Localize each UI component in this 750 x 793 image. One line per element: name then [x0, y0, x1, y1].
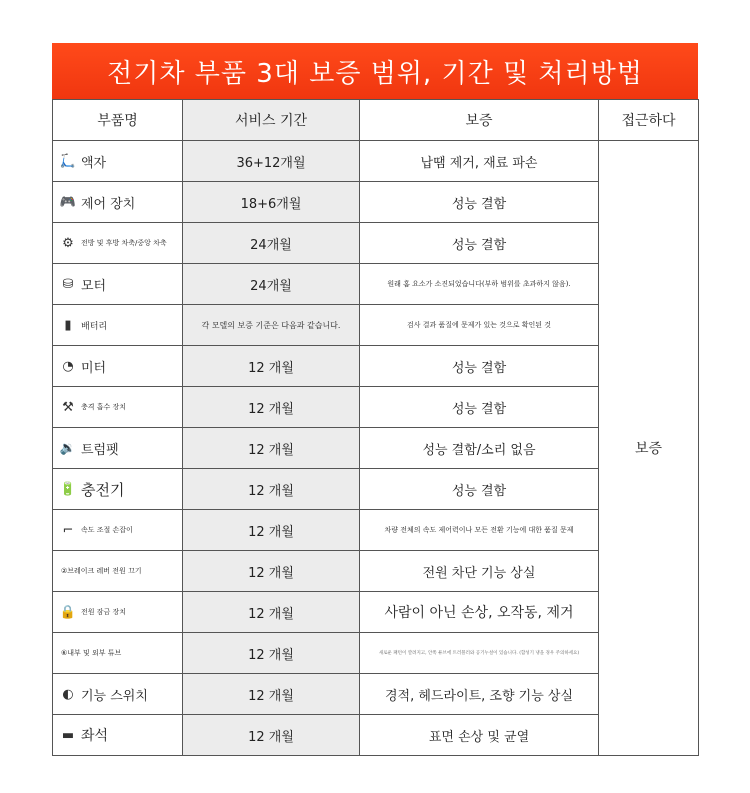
header-part-name: 부품명 — [53, 100, 183, 141]
access-cell: 보증 — [599, 141, 699, 756]
horn-icon: 🔉 — [59, 440, 77, 456]
part-name: ⑥내부 및 외부 튜브 — [61, 649, 122, 657]
warranty-cell: 표면 손상 및 균열 — [360, 715, 599, 756]
part-name: 전방 및 후방 차축/중앙 차축 — [81, 239, 167, 247]
table-row — [53, 141, 699, 182]
part-name: 미터 — [81, 360, 107, 376]
period-cell: 12 개월 — [183, 469, 360, 510]
part-name: 액자 — [81, 155, 107, 171]
controller-icon: 🎮 — [59, 194, 77, 210]
warranty-table-container — [52, 43, 698, 756]
warranty-cell: 새로운 패턴이 깔려지고, 안쪽 튜브에 트러블러와 공기누설이 있습니다. (합성기 냉을 경우 주의하세요) — [360, 633, 599, 674]
page-title: 전기차 부품 3대 보증 범위, 기간 및 처리방법 — [52, 43, 698, 99]
warranty-cell: 성능 결함 — [360, 223, 599, 264]
warranty-cell: 성능 결함 — [360, 182, 599, 223]
part-name: 제어 장치 — [81, 196, 136, 212]
part-name-cell — [53, 193, 182, 212]
part-name-cell — [53, 523, 182, 537]
part-name-cell — [53, 439, 182, 458]
part-name-cell — [53, 605, 182, 619]
charger-icon: 🔋 — [59, 481, 77, 497]
axle-icon: ⚙ — [62, 236, 74, 250]
warranty-table — [52, 99, 699, 756]
motor-icon: ⛁ — [62, 276, 74, 292]
part-name: ②브레이크 레버 전원 끄기 — [61, 567, 142, 575]
warranty-cell: 성능 결함 — [360, 469, 599, 510]
period-cell: 12 개월 — [183, 674, 360, 715]
part-name-cell — [53, 725, 182, 745]
lock-icon: 🔒 — [59, 605, 77, 619]
header-access: 접근하다 — [599, 100, 699, 141]
header-service-period: 서비스 기간 — [183, 100, 360, 141]
warranty-cell: 차량 전체의 속도 제어력이나 모든 전환 기능에 대한 품질 문제 — [360, 510, 599, 551]
period-cell: 12 개월 — [183, 428, 360, 469]
battery-icon: ▮ — [64, 318, 72, 332]
warranty-cell: 경적, 헤드라이트, 조향 기능 상실 — [360, 674, 599, 715]
period-cell: 12 개월 — [183, 715, 360, 756]
period-cell: 12 개월 — [183, 633, 360, 674]
period-cell: 12 개월 — [183, 346, 360, 387]
part-name-cell — [53, 566, 182, 576]
period-cell: 12 개월 — [183, 387, 360, 428]
part-name-cell — [53, 236, 182, 250]
warranty-cell: 성능 결함 — [360, 346, 599, 387]
speed-handle-icon: ⌐ — [62, 523, 74, 537]
warranty-cell: 전원 차단 기능 상실 — [360, 551, 599, 592]
period-cell: 12 개월 — [183, 551, 360, 592]
period-cell: 36+12개월 — [183, 141, 360, 182]
period-cell: 24개월 — [183, 223, 360, 264]
warranty-cell: 납땜 제거, 재료 파손 — [360, 141, 599, 182]
switch-icon: ◐ — [62, 686, 74, 702]
warranty-cell: 성능 결함 — [360, 387, 599, 428]
period-cell: 18+6개월 — [183, 182, 360, 223]
period-cell: 12 개월 — [183, 592, 360, 633]
part-name-cell — [53, 275, 182, 294]
part-name-cell — [53, 648, 182, 658]
part-name-cell — [53, 685, 182, 704]
seat-icon: ▬ — [61, 727, 75, 743]
part-name-cell — [53, 357, 182, 376]
period-cell: 각 모델의 보증 기준은 다음과 같습니다. — [183, 305, 360, 346]
part-name: 전원 잠금 장치 — [81, 608, 127, 616]
warranty-cell: 검사 결과 품질에 문제가 있는 것으로 확인된 것 — [360, 305, 599, 346]
part-name: 모터 — [81, 278, 107, 294]
warranty-cell: 성능 결함/소리 없음 — [360, 428, 599, 469]
part-name: 트럼펫 — [81, 442, 119, 458]
table-header-row — [53, 100, 699, 141]
part-name: 충전기 — [81, 480, 125, 499]
part-name-cell — [53, 479, 182, 500]
part-name-cell — [53, 152, 182, 171]
part-name: 좌석 — [81, 728, 109, 744]
period-cell: 12 개월 — [183, 510, 360, 551]
meter-icon: ◔ — [62, 358, 74, 374]
part-name-cell — [53, 400, 182, 414]
part-name: 속도 조절 손잡이 — [81, 526, 133, 534]
shock-absorber-icon: ⚒ — [62, 400, 74, 414]
part-name: 기능 스위치 — [81, 688, 148, 704]
warranty-cell: 원래 홈 요소가 소진되었습니다(부하 범위를 초과하지 않음). — [360, 264, 599, 305]
header-warranty: 보증 — [360, 100, 599, 141]
period-cell: 24개월 — [183, 264, 360, 305]
frame-icon: 🛴 — [59, 153, 77, 169]
part-name-cell — [53, 318, 182, 332]
warranty-cell: 사람이 아닌 손상, 오작동, 제거 — [360, 592, 599, 633]
part-name: 충격 흡수 장치 — [81, 403, 127, 411]
part-name: 배터리 — [81, 321, 108, 332]
